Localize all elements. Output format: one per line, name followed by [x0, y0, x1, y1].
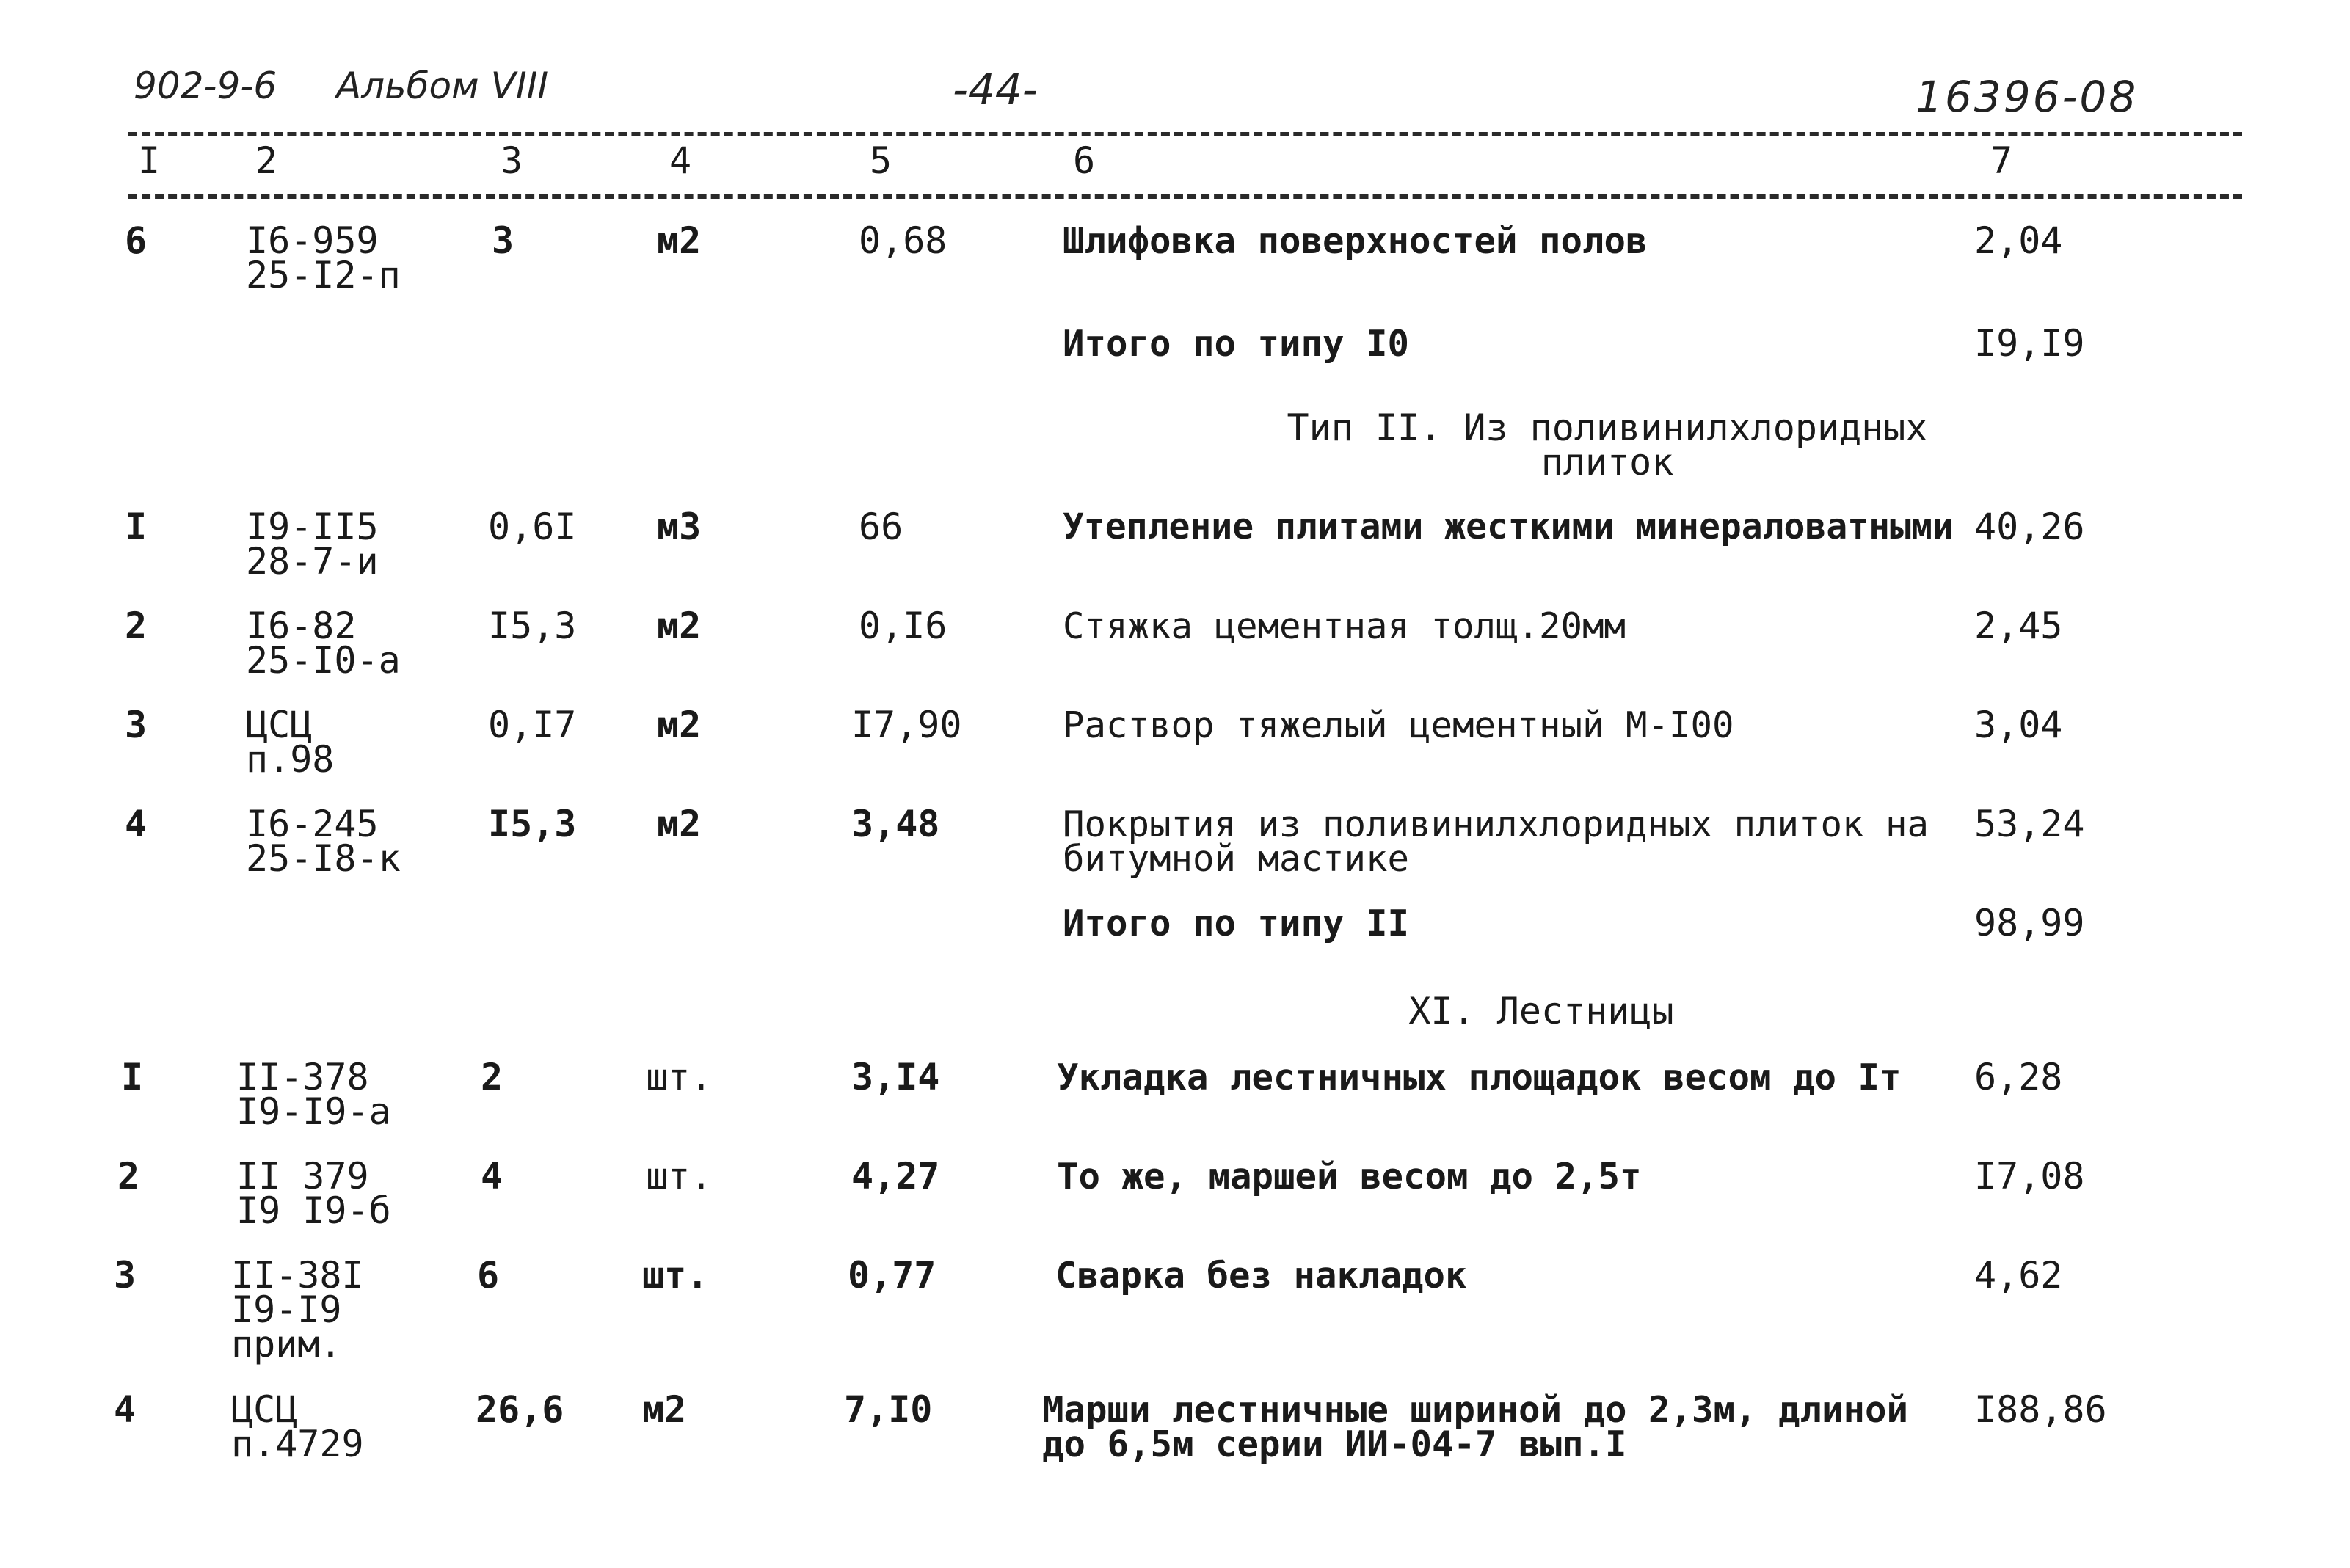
quantity: 4: [481, 1155, 503, 1197]
total-cost: 3,04: [1974, 704, 2063, 746]
work-description: Шлифовка поверхностей полов: [1063, 220, 1648, 262]
row-number: 3: [125, 704, 148, 746]
quantity: 3: [492, 219, 514, 262]
norm-code: I6-245 25-I8-к: [246, 803, 401, 880]
total-cost: 40,26: [1974, 506, 2085, 548]
row-number: 4: [125, 803, 148, 845]
row-number: 6: [125, 219, 148, 262]
norm-code: I6-82 25-I0-а: [246, 605, 401, 682]
norm-code: I9-II5 28-7-и: [246, 506, 379, 583]
col-header-5: 5: [870, 139, 892, 182]
unit-price: 3,48: [851, 803, 940, 845]
work-description: То же, маршей весом до 2,5т: [1057, 1156, 1642, 1197]
work-description: Раствор тяжелый цементный М-I00: [1063, 704, 1734, 746]
work-description: Покрытия из поливинилхлоридных плиток на битумной мастике: [1063, 803, 1929, 880]
unit-price: I7,90: [851, 704, 962, 746]
total-cost: 4,62: [1974, 1254, 2063, 1297]
unit-price: 66: [859, 506, 903, 548]
norm-code: II 379 I9 I9-б: [236, 1155, 391, 1232]
total-label: Итого по типу I0: [1063, 323, 1410, 365]
norm-code: ЦСЦ п.98: [246, 704, 335, 781]
col-header-1: I: [138, 139, 161, 182]
quantity: 0,I7: [488, 704, 577, 746]
row-number: 2: [117, 1155, 140, 1197]
sheet-code: 16396-08: [1916, 72, 2139, 122]
total-value: I9,I9: [1974, 322, 2085, 365]
unit-price: 0,68: [859, 219, 947, 262]
unit: шт.: [642, 1254, 709, 1297]
total-cost: 2,45: [1974, 605, 2063, 647]
total-cost: I88,86: [1974, 1388, 2107, 1431]
col-header-3: 3: [501, 139, 523, 182]
quantity: 26,6: [476, 1388, 564, 1431]
work-description: Стяжка цементная толщ.20мм: [1063, 605, 1626, 647]
total-cost: 53,24: [1974, 803, 2085, 845]
section-heading: XI. Лестницы: [1408, 990, 1674, 1032]
total-value: 98,99: [1974, 902, 2085, 944]
total-cost: I7,08: [1974, 1155, 2085, 1197]
album-label: Альбом VIII: [336, 65, 549, 107]
work-description: Укладка лестничных площадок весом до Iт: [1057, 1057, 1902, 1098]
row-number: I: [121, 1056, 144, 1098]
quantity: 6: [477, 1254, 500, 1297]
header-rule-top: [128, 132, 2242, 136]
total-cost: 6,28: [1974, 1056, 2063, 1098]
col-header-7: 7: [1990, 139, 2013, 182]
col-header-4: 4: [669, 139, 692, 182]
quantity: 0,6I: [488, 506, 577, 548]
unit-price: 0,77: [848, 1254, 936, 1297]
unit-price: 0,I6: [859, 605, 947, 647]
unit: шт.: [646, 1155, 713, 1197]
unit: м3: [657, 506, 702, 548]
norm-code: II-378 I9-I9-а: [236, 1056, 391, 1133]
work-description: Марши лестничные шириной до 2,3м, длиной до 6,5м серии ИИ-04-7 вып.I: [1042, 1389, 1909, 1465]
quantity: I5,3: [488, 803, 577, 845]
norm-code: II-38I I9-I9 прим.: [231, 1254, 364, 1365]
total-cost: 2,04: [1974, 219, 2063, 262]
unit-price: 4,27: [851, 1155, 940, 1197]
quantity: 2: [481, 1056, 503, 1098]
row-number: 4: [114, 1388, 137, 1431]
col-header-6: 6: [1073, 139, 1096, 182]
total-label: Итого по типу II: [1063, 902, 1410, 944]
page-number: -44-: [953, 65, 1038, 114]
doc-code: 902-9-6: [134, 65, 277, 107]
unit: м2: [657, 219, 702, 262]
row-number: 3: [114, 1254, 137, 1297]
col-header-2: 2: [255, 139, 278, 182]
section-heading: Тип II. Из поливинилхлоридных плиток: [1287, 406, 1928, 484]
unit: м2: [657, 704, 702, 746]
row-number: I: [125, 506, 148, 548]
norm-code: ЦСЦ п.4729: [231, 1388, 364, 1465]
header-rule-bottom: [128, 194, 2242, 199]
unit: шт.: [646, 1056, 713, 1098]
work-description: Утепление плитами жесткими минераловатными: [1063, 506, 1954, 547]
row-number: 2: [125, 605, 148, 647]
unit-price: 7,I0: [844, 1388, 933, 1431]
unit: м2: [657, 605, 702, 647]
unit-price: 3,I4: [851, 1056, 940, 1098]
unit: м2: [657, 803, 702, 845]
norm-code: I6-959 25-I2-п: [246, 219, 401, 296]
unit: м2: [642, 1388, 687, 1431]
work-description: Сварка без накладок: [1055, 1255, 1467, 1297]
quantity: I5,3: [488, 605, 577, 647]
